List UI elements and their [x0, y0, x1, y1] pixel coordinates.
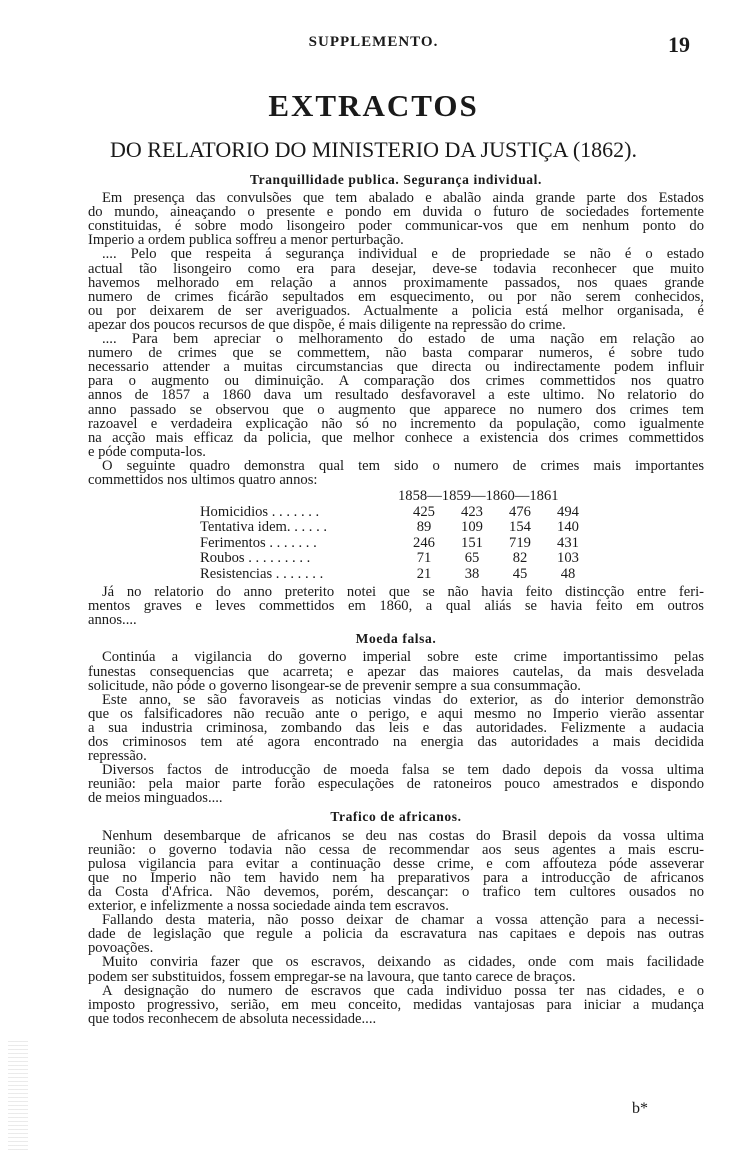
cell-value: 431 — [557, 534, 579, 551]
text-line: solicitude, não póde o governo lisongear-se de prevenir sempre a sua consummação. — [88, 677, 581, 694]
cell-value: 476 — [509, 503, 531, 520]
text-line: podem ser substituidos, fossem empregar-se na lavoura, que tanto carece de braços. — [88, 968, 576, 985]
running-title: SUPPLEMENTO. — [308, 34, 439, 50]
table-row — [200, 520, 592, 536]
text-line: povoações. — [88, 940, 154, 957]
text-line: a sua industria criminosa, zombando das leis e das autoridades. Felizmente a audacia — [88, 719, 704, 736]
text-line: .... Para bem apreciar o melhoramento do estado de uma nação em relação ao — [102, 331, 704, 348]
text-line: que no Imperio não tem havido nem ha preparativos para a introducção de africanos — [88, 869, 704, 886]
text-line: annos de 1857 a 1860 dava um resultado desfavoravel a este ultimo. No relatorio do — [88, 387, 704, 404]
row-label: Resistencias . . . . . . . — [200, 565, 324, 582]
row-label: Ferimentos . . . . . . . — [200, 534, 317, 551]
text-line: Este anno, se são favoraveis as noticias vindas do exterior, as do interior demonstrão — [102, 691, 704, 708]
table-row — [200, 551, 592, 567]
text-line: numero de crimes ficárão sepultados em esquecimento, ou por não serem conhecidos, — [88, 288, 704, 305]
text-line: funestas consequencias que acarreta; e apezar das maiores cautelas, da mais desvelada — [88, 663, 704, 680]
text-line: pulosa vigilancia para evitar a continuação desse crime, e com affouteza póde asseverar — [88, 855, 704, 872]
cell-value: 48 — [560, 565, 576, 582]
text-line: exterior, e infelizmente a nossa sociedade ainda tem escravos. — [88, 898, 449, 915]
text-line: Imperio a ordem publica soffreu a menor perturbação. — [88, 232, 404, 249]
cell-value: 140 — [557, 519, 579, 536]
text-line: razoavel e verdadeira explicação não só no incremento da população, como igualmente — [88, 415, 704, 432]
text-line: de meios minguados.... — [88, 790, 223, 807]
text-line: constituidas, é sobre modo lisongeiro poder communicar-vos que em nenhum ponto do — [88, 218, 704, 235]
text-line: necessario attender a muitas circumstancias que directa ou indirectamente podem influir — [88, 359, 704, 376]
text-line: annos.... — [88, 612, 137, 629]
text-line: e póde computa-los. — [88, 443, 206, 460]
text-line: dos criminosos tem até agora encontrado na energia das autoridades a mais decidida — [88, 734, 704, 750]
text-line: ou por deixarem de ser averiguados. Actualmente a policia está melhor organisada, é — [88, 302, 704, 319]
row-label: Roubos . . . . . . . . . — [200, 550, 311, 567]
text-line: na acção mais efficaz da policia, que melhor conhece a existencia dos crimes commettidos — [88, 429, 704, 446]
cell-value: 65 — [464, 550, 480, 567]
text-line: do mundo, aineaçando o presente e pondo em duvida o futuro de sociedades fortemente — [88, 204, 704, 221]
table-years-header: 1858—1859—1860—1861 — [398, 488, 559, 505]
cell-value: 494 — [557, 503, 579, 520]
cell-value: 45 — [512, 565, 528, 582]
text-line: que os falsificadores não recuão ante o perigo, e aqui mesmo no Imperio vierão assentar — [88, 705, 704, 722]
text-line: mentos graves e leves commettidos em 1860, a qual aliás se havia feito em outros — [88, 598, 704, 615]
row-label: Tentativa idem. . . . . . — [200, 519, 328, 536]
text-line: da Costa d'Africa. Não devemos, porém, descançar: o trafico tem cultores ousados no — [88, 883, 704, 900]
text-line: anno passado se observou que o augmento que apparece no numero dos crimes tem — [88, 401, 704, 418]
page-subtitle: DO RELATORIO DO MINISTERIO DA JUSTIÇA (1862). — [110, 137, 637, 162]
text-line: para o augmento ou diminuição. A comparação dos crimes commettidos nos quatro — [88, 373, 704, 390]
cell-value: 425 — [413, 503, 435, 520]
document-body — [88, 168, 704, 1026]
text-line: Nenhum desembarque de africanos se deu nas costas do Brasil depois da vossa ultima — [102, 827, 704, 844]
crime-statistics-table — [200, 489, 592, 582]
cell-value: 719 — [509, 534, 531, 551]
text-line: actual tão lisongeiro como era para desejar, deve-se todavia reconhecer que muito — [88, 260, 704, 277]
text-line: Em presença das convulsões que tem abalado e abalão ainda grande parte dos Estados — [102, 190, 704, 207]
page-number: 19 — [668, 32, 690, 57]
table-row — [200, 505, 592, 521]
text-line: numero de crimes que se commettem, não basta comparar numeros, é sobre tudo — [88, 345, 704, 362]
text-line: apezar dos poucos recursos de que dispõe, é mais diligente na repressão do crime. — [88, 316, 566, 333]
cell-value: 103 — [557, 550, 579, 567]
cell-value: 82 — [512, 550, 528, 567]
text-line: .... Pelo que respeita á segurança individual e de propriedade se não é o estado — [102, 246, 704, 263]
page-edge-stain — [8, 1040, 28, 1150]
text-line: O seguinte quadro demonstra qual tem sido o numero de crimes mais importantes — [102, 457, 704, 474]
text-line: imposto progressivo, serião, em meu conceito, medidas vantajosas para iniciar a mudança — [88, 996, 704, 1013]
section-heading: Moeda falsa. — [355, 631, 437, 647]
cell-value: 151 — [461, 534, 483, 551]
cell-value: 246 — [413, 534, 435, 551]
text-line: Diversos factos de introducção de moeda falsa se tem dado depois da vossa ultima — [102, 762, 704, 779]
cell-value: 154 — [509, 519, 531, 536]
table-row — [200, 536, 592, 552]
signature-mark: b* — [632, 1100, 648, 1117]
table-row — [200, 567, 592, 583]
cell-value: 89 — [416, 519, 432, 536]
text-line: que todos reconhecem de absoluta necessidade.... — [88, 1010, 377, 1027]
text-line: Já no relatorio do anno preterito notei que se não havia feito distincção entre feri- — [102, 584, 704, 601]
text-line: dade de legislação que regule a policia da escravatura nas capitaes e depois nas outras — [88, 926, 704, 943]
text-line: Continúa a vigilancia do governo imperial sobre este crime importantissimo pelas — [102, 649, 704, 666]
cell-value: 71 — [416, 550, 432, 567]
section-heading: Trafico de africanos. — [330, 809, 462, 825]
text-line: A designação do numero de escravos que cada individuo possa ter nas cidades, e o — [102, 982, 704, 999]
text-line: repressão. — [88, 748, 147, 765]
cell-value: 38 — [464, 565, 480, 582]
text-line: reunião: o governo todavia não cessa de recommendar aos seus agentes a mais escru- — [88, 841, 704, 858]
cell-value: 423 — [461, 503, 483, 520]
cell-value: 109 — [461, 519, 483, 536]
cell-value: 21 — [416, 565, 432, 582]
row-label: Homicidios . . . . . . . — [200, 503, 320, 520]
text-line: commettidos nos ultimos quatro annos: — [88, 471, 318, 488]
text-line: Muito conviria fazer que os escravos, deixando as cidades, onde com mais facilidade — [102, 954, 704, 971]
page-title: EXTRACTOS — [268, 88, 479, 123]
text-line: havemos melhorado em relação a annos proximamente passados, nos quaes grande — [88, 274, 704, 291]
text-line: Fallando desta materia, não posso deixar de chamar a vossa attenção para a necessi- — [102, 912, 704, 929]
text-line: reunião: pela maior parte forão especulações de ratoneiros pouco amestrados e dispondo — [88, 776, 704, 793]
section-heading: Tranquillidade publica. Segurança individual. — [250, 172, 542, 187]
